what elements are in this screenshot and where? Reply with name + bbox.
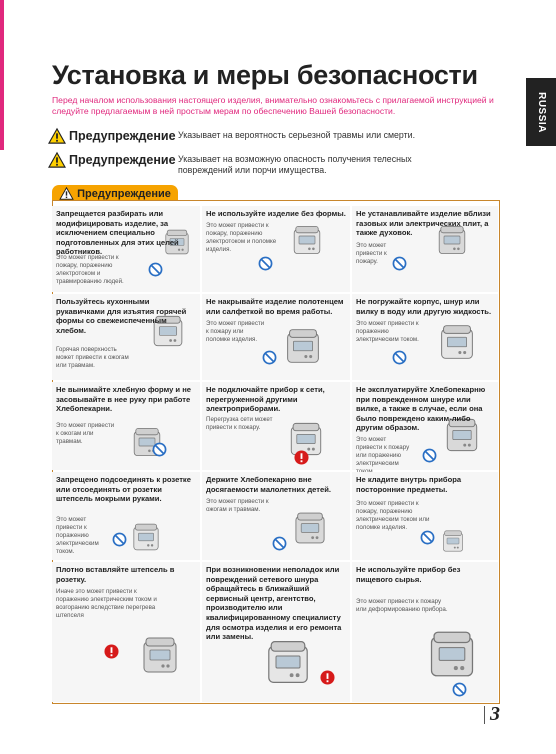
language-label: RUSSIA: [535, 91, 547, 133]
warning-title: Не погружайте корпус, шнур или вилку в воду или другую жидкость.: [356, 297, 492, 316]
legend-row-serious: [48, 128, 508, 152]
warning-cell: [52, 294, 200, 380]
warning-cell: [202, 382, 350, 470]
illustration-icon: [130, 620, 190, 690]
warning-body: Это может привести к поражению электрическим током.: [356, 320, 419, 343]
prohibited-icon: [392, 256, 407, 271]
prohibited-icon: [152, 442, 167, 457]
prohibited-icon: [272, 536, 287, 551]
page-title: Установка и меры безопасности: [52, 60, 478, 90]
mandatory-icon: [320, 670, 335, 685]
warning-body: Это может привести к ожогам или травмам.: [56, 422, 115, 445]
prohibited-icon: [422, 448, 437, 463]
intro-text: Перед началом использования настоящего изделия, внимательно ознакомьтесь с прилагаемой инструкцией и следуйте предлагаемым в ней простым мерам по обеспечению Вашей безопасности.: [52, 95, 494, 116]
mandatory-icon: [294, 450, 309, 465]
warning-triangle-icon: [59, 187, 74, 200]
warning-triangle-icon: [48, 152, 66, 168]
warning-title: Не накрывайте изделие полотенцем или салфеткой во время работы.: [206, 297, 344, 316]
prohibited-icon: [420, 530, 435, 545]
warning-cell: [352, 472, 498, 560]
warning-body: Это может привести к пожару или деформированию прибора.: [356, 598, 448, 613]
warning-cell: [352, 382, 498, 470]
warning-body: Это может привести к поражению электрическим током.: [56, 516, 99, 555]
warning-title: Держите Хлебопекарню вне досягаемости малолетних детей.: [206, 475, 332, 494]
prohibited-icon: [262, 350, 277, 365]
legend-word: Предупреждение: [69, 129, 176, 143]
warning-body: Это может привести к пожару или поломке изделия.: [206, 320, 265, 343]
warning-cell: [202, 294, 350, 380]
warning-body: Горячая поверхность может привести к ожогам или травмам.: [56, 346, 129, 369]
warning-body: Это может привести к пожару или поражению электрическим: [356, 436, 410, 467]
warning-box-label: Предупреждение: [77, 187, 171, 200]
warning-cell: [52, 472, 200, 560]
warning-title: При возникновении неполадок или повреждений сетевого шнура обращайтесь в ближайший сервисный центр, агентство, производителю или квалифицированному специалисту для осмотра изделия и его ремонта или замены.: [206, 565, 342, 642]
warning-title: Не устанавливайте изделие вблизи газовых или электрических плит, а также духовок.: [356, 209, 491, 238]
warning-cell: [202, 206, 350, 292]
illustration-icon: [412, 622, 492, 686]
legend-description: Указывает на возможную опасность получения телесных повреждений или порчи имущества.: [178, 154, 412, 175]
illustration-icon: [422, 318, 492, 366]
warning-cell: [52, 562, 200, 702]
legend-word: Предупреждение: [69, 153, 176, 167]
warning-cell: [352, 206, 498, 292]
warning-title: Не вынимайте хлебную форму и не засовывайте в нее руку при работе Хлебопекарни.: [56, 385, 192, 414]
prohibited-icon: [258, 256, 273, 271]
warning-title: Не используйте изделие без формы.: [206, 209, 346, 218]
warning-title: Не эксплуатируйте Хлебопекарню при поврежденном шнуре или вилке, а также в случае, если она было повреждено каким-либо другим образом.: [356, 385, 486, 433]
accent-bar: [0, 0, 4, 150]
prohibited-icon: [392, 350, 407, 365]
warning-cell: [52, 382, 200, 470]
warning-title: Не подключайте прибор к сети, перегруженной другими электроприборами.: [206, 385, 325, 414]
warning-body: Иначе это может привести к поражению электрическим током и возгоранию вследствие перегрева штепселя: [56, 588, 157, 619]
prohibited-icon: [112, 532, 127, 547]
warning-title: Не используйте прибор без пищевого сырья.: [356, 565, 461, 584]
warning-cell: [202, 562, 350, 702]
warning-triangle-icon: [48, 128, 66, 144]
warning-cell: [202, 472, 350, 560]
warning-cell: [352, 562, 498, 702]
language-tab: [526, 78, 556, 146]
warning-body: Перегрузка сети может привести к пожару.: [206, 416, 273, 431]
page-number: 3: [490, 703, 500, 725]
footer-divider: [484, 706, 485, 724]
legend-row-minor: [48, 152, 508, 176]
warning-cell: [52, 206, 200, 292]
warning-cell: [352, 294, 498, 380]
warnings-grid: [52, 206, 498, 702]
warning-title: Плотно вставляйте штепсель в розетку.: [56, 565, 175, 584]
warning-body: Это может привести к пожару, поражению электротоком и поломке изделия.: [206, 222, 277, 253]
legend-description: Указывает на вероятность серьезной травмы или смерти.: [178, 130, 416, 140]
warning-body: Это может привести к ожогам и травмам.: [206, 498, 269, 513]
warning-title: Запрещается разбирать или модифицировать изделие, за исключением специально подготовленных для этих целей работников.: [56, 209, 179, 257]
warning-body: Это может привести к пожару, поражению электротоком и травмированию людей.: [56, 254, 124, 285]
warning-body: Это может привести к пожару.: [356, 242, 387, 265]
warning-title: Не кладите внутрь прибора посторонние предметы.: [356, 475, 462, 494]
warning-title: Пользуйтесь кухонными рукавичками для изъятия горячей формы со свежеиспеченным хлебом.: [56, 297, 187, 335]
warning-title: Запрещено подсоединять к розетке или отсоединять от розетки штепсель мокрыми руками.: [56, 475, 191, 504]
prohibited-icon: [452, 682, 467, 697]
prohibited-icon: [148, 262, 163, 277]
mandatory-icon: [104, 644, 119, 659]
warning-body: Это может привести к пожару, поражению электрическим током или поломке изделия.: [356, 500, 430, 531]
